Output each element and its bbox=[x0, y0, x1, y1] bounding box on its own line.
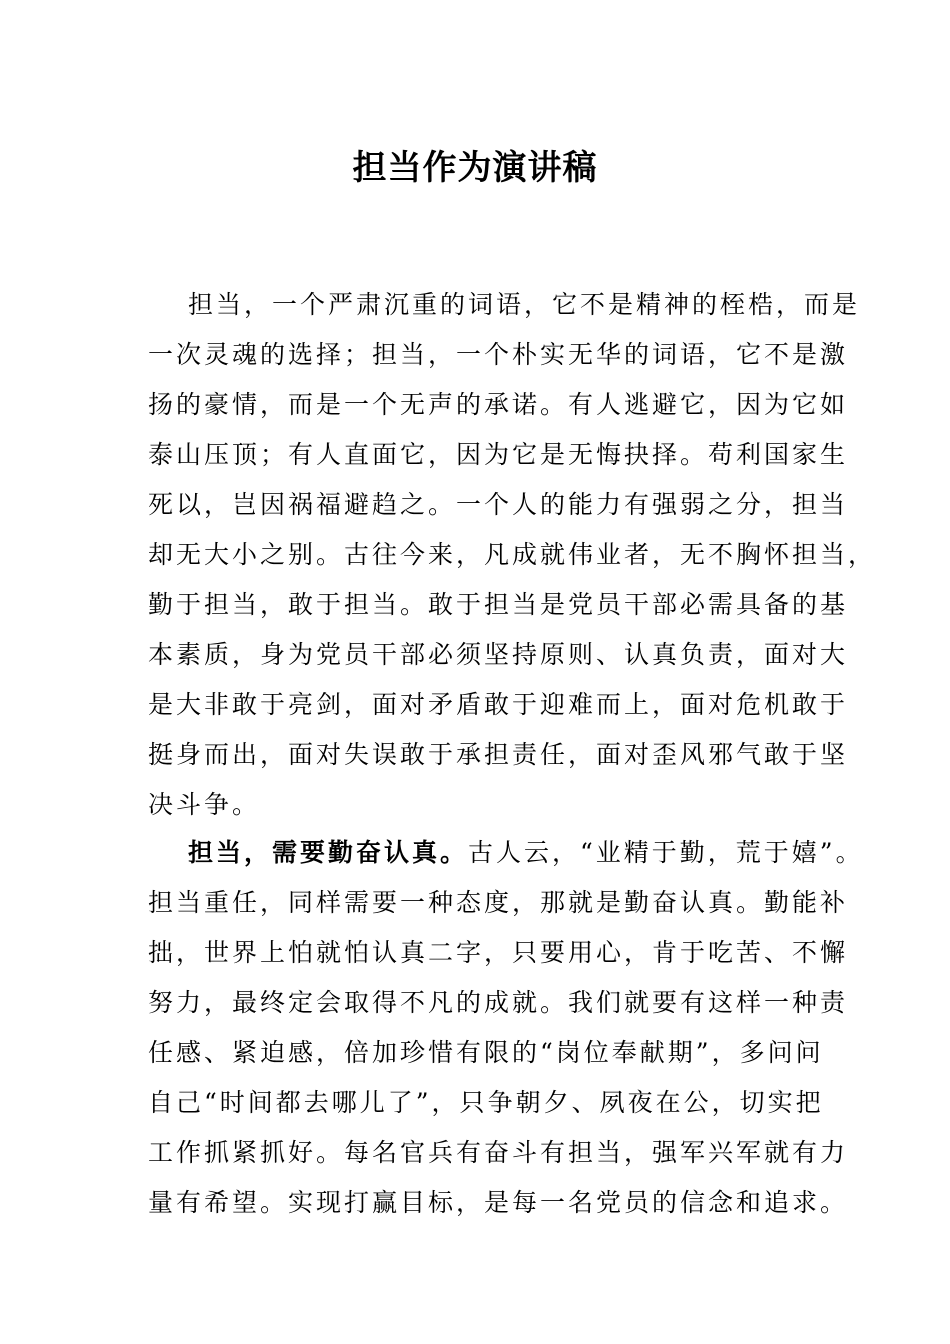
paragraph-heading: 担当，需要勤奋认真。 bbox=[188, 838, 469, 867]
paragraph-line: 本素质，身为党员干部必须坚持原则、认真负责，面对大 bbox=[148, 640, 849, 669]
document-title: 担当作为演讲稿 bbox=[352, 148, 598, 188]
paragraph-line: 拙，世界上怕就怕认真二字，只要用心，肯于吃苦、不懈 bbox=[148, 938, 849, 967]
paragraph-line: 挺身而出，面对失误敢于承担责任，面对歪风邪气敢于坚 bbox=[148, 740, 849, 769]
paragraph-line: 勤于担当，敢于担当。敢于担当是党员干部必需具备的基 bbox=[148, 590, 849, 619]
paragraph-text: 古人云，“业精于勤，荒于嬉”。 bbox=[468, 838, 864, 867]
paragraph-line: 扬的豪情，而是一个无声的承诺。有人逃避它，因为它如 bbox=[148, 390, 849, 419]
paragraph-line: 决斗争。 bbox=[148, 790, 261, 819]
paragraph-line: 量有希望。实现打赢目标，是每一名党员的信念和追求。 bbox=[148, 1188, 849, 1217]
paragraph-line: 努力，最终定会取得不凡的成就。我们就要有这样一种责 bbox=[148, 988, 849, 1017]
paragraph-line bbox=[188, 838, 868, 868]
paragraph-line: 担当，一个严肃沉重的词语，它不是精神的桎梏，而是 bbox=[188, 290, 861, 319]
paragraph-line: 任感、紧迫感，倍加珍惜有限的“岗位奉献期”，多问问 bbox=[148, 1038, 824, 1067]
paragraph-line: 自己“时间都去哪儿了”，只争朝夕、夙夜在公，切实把 bbox=[148, 1088, 824, 1117]
paragraph-line: 泰山压顶；有人直面它，因为它是无悔抉择。苟利国家生 bbox=[148, 440, 849, 469]
paragraph-line: 担当重任，同样需要一种态度，那就是勤奋认真。勤能补 bbox=[148, 888, 849, 917]
paragraph-line: 死以，岂因祸福避趋之。一个人的能力有强弱之分，担当 bbox=[148, 490, 849, 519]
paragraph-line: 工作抓紧抓好。每名官兵有奋斗有担当，强军兴军就有力 bbox=[148, 1138, 849, 1167]
paragraph-line: 一次灵魂的选择；担当，一个朴实无华的词语，它不是激 bbox=[148, 340, 849, 369]
paragraph-line: 却无大小之别。古往今来，凡成就伟业者，无不胸怀担当， bbox=[148, 540, 877, 569]
paragraph-line: 是大非敢于亮剑，面对矛盾敢于迎难而上，面对危机敢于 bbox=[148, 690, 849, 719]
